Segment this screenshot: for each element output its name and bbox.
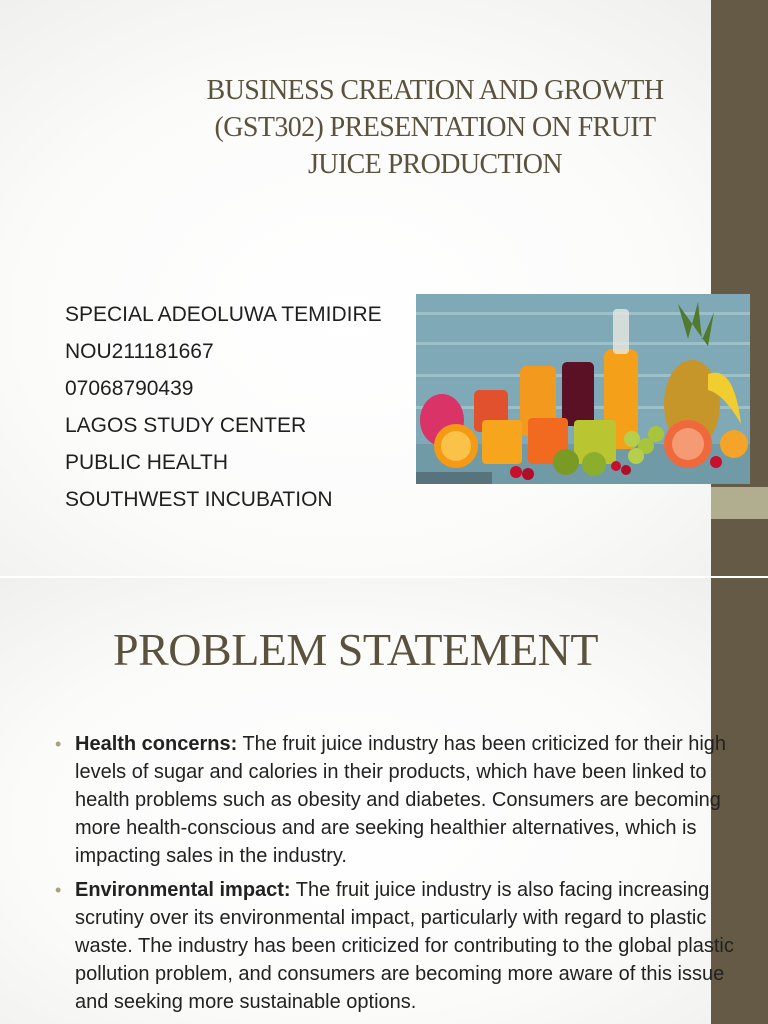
bullet-label: Environmental impact: (75, 879, 291, 901)
bullet-text: The fruit juice industry has been criticized for their high levels of sugar and calories in their products, which have been linked to health problems such as obesity and diabetes. Consumers are becoming more health-conscious and are seeking healthier alternatives, which is impacting sales in the industry. (75, 733, 727, 867)
fruit-juice-photo (416, 294, 750, 484)
bullet-list (55, 730, 745, 1022)
bullet-environmental-impact (55, 876, 745, 1016)
presenter-details (65, 296, 382, 518)
department: PUBLIC HEALTH (65, 451, 228, 474)
bullet-icon: • (55, 880, 62, 900)
slide-title-text: BUSINESS CREATION AND GROWTH (GST302) PRESENTATION ON FRUIT JUICE PRODUCTION (206, 75, 664, 180)
study-center: LAGOS STUDY CENTER (65, 414, 307, 437)
presenter-name: SPECIAL ADEOLUWA TEMIDIRE (65, 303, 382, 326)
bullet-icon: • (55, 734, 62, 754)
slide-heading: PROBLEM STATEMENT (113, 624, 598, 675)
matric-number: NOU211181667 (65, 340, 214, 363)
bullet-text: The fruit juice industry is also facing increasing scrutiny over its environmental impact, particularly with regard to plastic waste. The industry has been criticized for contributing to the global plastic pollution problem, and consumers are becoming more aware of this issue and seeking more sustainable options. (75, 879, 734, 1013)
incubation: SOUTHWEST INCUBATION (65, 488, 333, 511)
sidebar-accent (711, 487, 768, 519)
bullet-label: Health concerns: (75, 733, 238, 755)
slide-problem-statement (0, 578, 768, 1024)
phone-number: 07068790439 (65, 377, 194, 400)
bullet-health-concerns (55, 730, 745, 870)
